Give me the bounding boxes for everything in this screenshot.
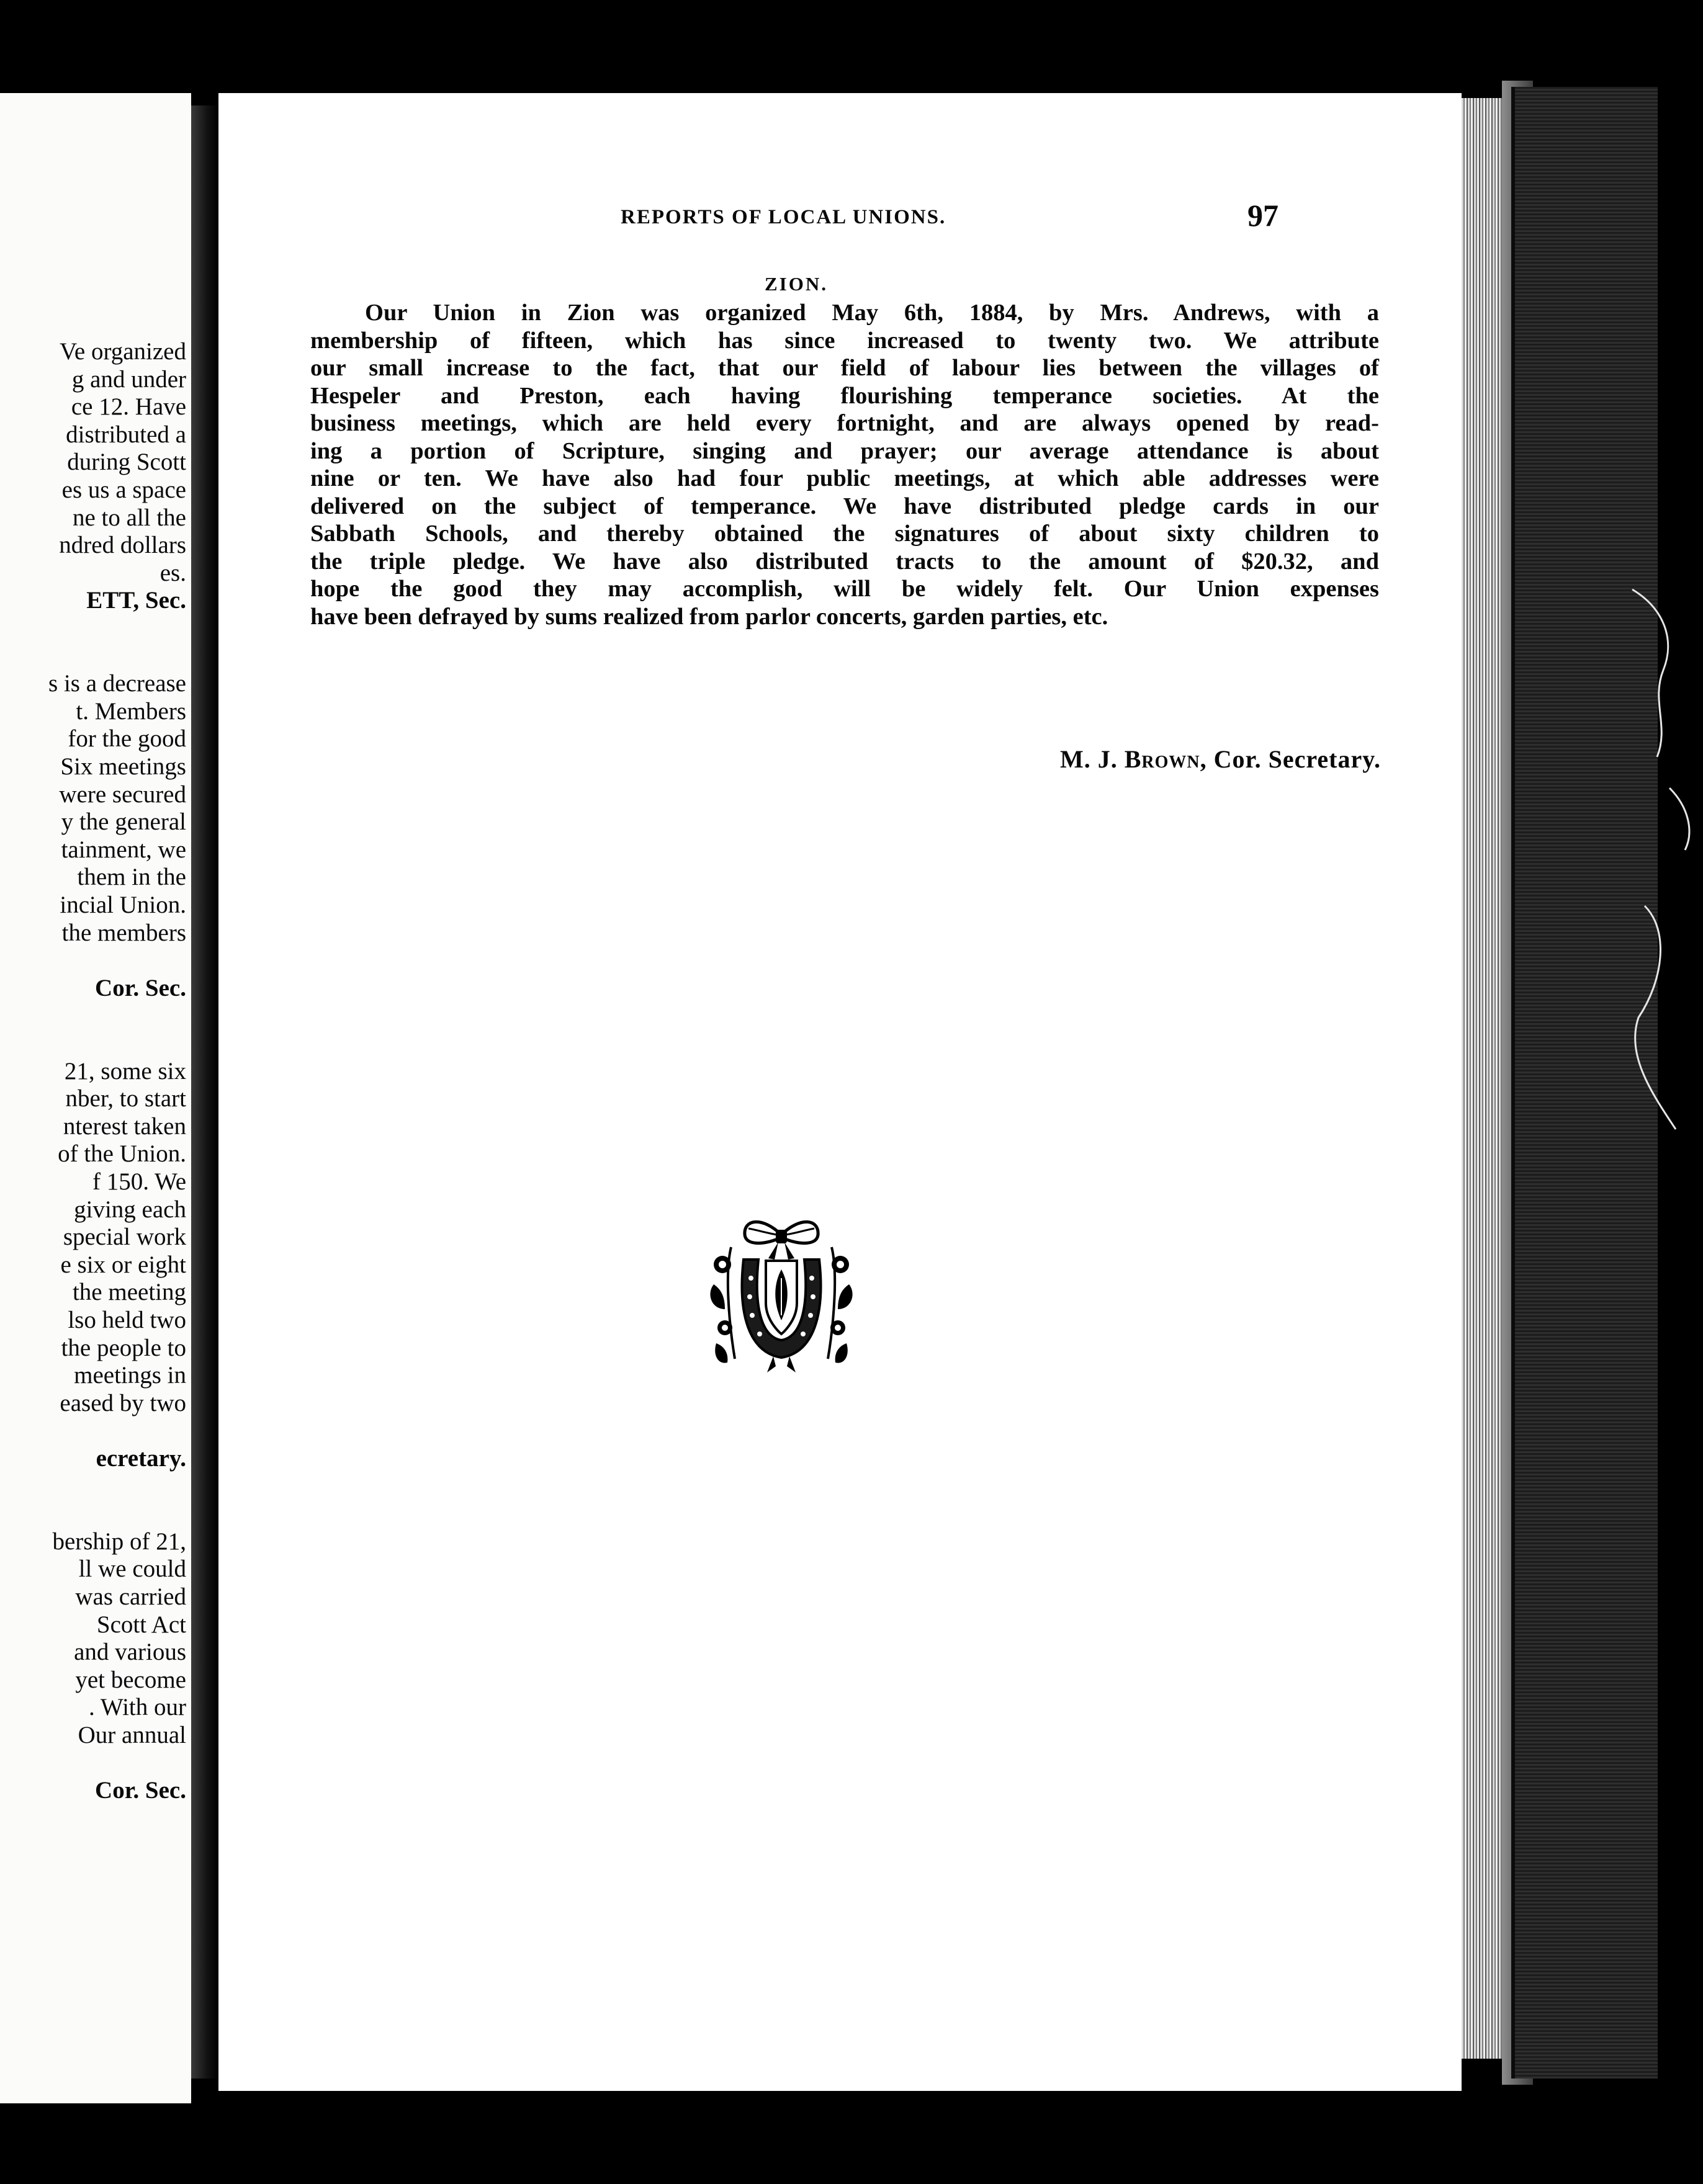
left-page-line: 21, some six bbox=[64, 1057, 186, 1085]
left-page-line: g and under bbox=[71, 365, 186, 393]
left-page-line: were secured bbox=[59, 781, 186, 808]
report-line: delivered on the subject of temperance. We have distributed pledge cards in our bbox=[310, 493, 1379, 519]
left-page-line: y the general bbox=[61, 808, 186, 836]
left-page-line: distributed a bbox=[66, 421, 186, 448]
left-page-line: t. Members bbox=[76, 697, 186, 725]
left-page-line: was carried bbox=[75, 1583, 186, 1610]
left-page-line: incial Union. bbox=[60, 892, 186, 918]
left-page-line: meetings in bbox=[74, 1362, 186, 1389]
report-line: Hespeler and Preston, each having flourishing temperance societies. At the bbox=[310, 382, 1379, 409]
left-page-line: and various bbox=[74, 1639, 186, 1666]
report-line: have been defrayed by sums realized from parlor concerts, garden parties, etc. bbox=[310, 603, 1108, 630]
facing-page-left bbox=[0, 93, 191, 2103]
left-page-line: for the good bbox=[68, 725, 186, 753]
left-page-line: nterest taken bbox=[63, 1112, 186, 1140]
page-gutter bbox=[191, 105, 218, 2079]
left-page-line: eased by two bbox=[60, 1389, 186, 1416]
page-97 bbox=[218, 93, 1462, 2091]
loose-thread bbox=[1626, 583, 1701, 1142]
left-page-line: . With our bbox=[89, 1694, 186, 1721]
horseshoe-ribbon-ornament-icon bbox=[700, 1210, 863, 1372]
left-page-line: during Scott bbox=[67, 449, 186, 476]
report-line: the triple pledge. We have also distributed tracts to the amount of $20.32, and bbox=[310, 548, 1379, 575]
signature-name: M. J. Brown, bbox=[1059, 745, 1207, 773]
left-page-line: es us a space bbox=[61, 477, 186, 503]
signature-role: Cor. Secretary. bbox=[1213, 745, 1381, 773]
left-page-line: bership of 21, bbox=[52, 1528, 186, 1555]
left-page-line: nber, to start bbox=[65, 1085, 186, 1112]
left-page-line: special work bbox=[63, 1224, 186, 1251]
report-line: business meetings, which are held every fortnight, and are always opened by read- bbox=[310, 410, 1379, 436]
left-page-line: tainment, we bbox=[61, 836, 186, 863]
signature bbox=[1060, 745, 1381, 774]
left-page-line: ll we could bbox=[78, 1555, 186, 1583]
left-page-line: the meeting bbox=[72, 1279, 186, 1306]
left-page-line: of the Union. bbox=[58, 1140, 186, 1168]
running-head: REPORTS OF LOCAL UNIONS. bbox=[621, 206, 946, 228]
left-page-line: Ve organized bbox=[60, 338, 186, 365]
left-page-line: them in the bbox=[77, 864, 186, 891]
left-page-line: Our annual bbox=[78, 1722, 186, 1748]
left-page-line: Cor. Sec. bbox=[95, 1777, 186, 1804]
section-title: ZION. bbox=[765, 273, 828, 295]
left-page-line: giving each bbox=[74, 1196, 186, 1223]
report-line: ing a portion of Scripture, singing and prayer; our average attendance is about bbox=[310, 437, 1379, 464]
report-line: Sabbath Schools, and thereby obtained the signatures of about sixty children to bbox=[310, 521, 1379, 547]
left-page-line: the members bbox=[61, 919, 186, 946]
left-page-line: Cor. Sec. bbox=[95, 974, 186, 1001]
report-line: Our Union in Zion was organized May 6th, 1884, by Mrs. Andrews, with a bbox=[365, 300, 1379, 326]
left-page-line: the people to bbox=[61, 1334, 186, 1361]
left-page-line: ndred dollars bbox=[59, 532, 186, 559]
left-page-line: yet become bbox=[75, 1666, 186, 1693]
report-line: our small increase to the fact, that our field of labour lies between the villages of bbox=[310, 355, 1379, 381]
left-page-line: Six meetings bbox=[60, 753, 186, 780]
left-page-line: ETT, Sec. bbox=[86, 587, 186, 614]
report-line: membership of fifteen, which has since increased to twenty two. We attribute bbox=[310, 327, 1379, 354]
report-line: nine or ten. We have also had four public meetings, at which able addresses were bbox=[310, 465, 1379, 491]
page-number: 97 bbox=[1247, 198, 1278, 233]
left-page-line: f 150. We bbox=[92, 1168, 186, 1195]
left-page-line: ne to all the bbox=[72, 504, 186, 531]
left-page-line: ce 12. Have bbox=[71, 393, 186, 421]
left-page-line: Scott Act bbox=[96, 1611, 186, 1638]
left-page-line: s is a decrease bbox=[48, 670, 186, 697]
report-body bbox=[310, 299, 1379, 630]
left-page-line: es. bbox=[160, 559, 186, 586]
left-page-line: ecretary. bbox=[96, 1445, 186, 1472]
report-line: hope the good they may accomplish, will be widely felt. Our Union expenses bbox=[310, 576, 1379, 602]
left-page-line: e six or eight bbox=[60, 1251, 186, 1278]
left-page-line: lso held two bbox=[68, 1307, 186, 1333]
